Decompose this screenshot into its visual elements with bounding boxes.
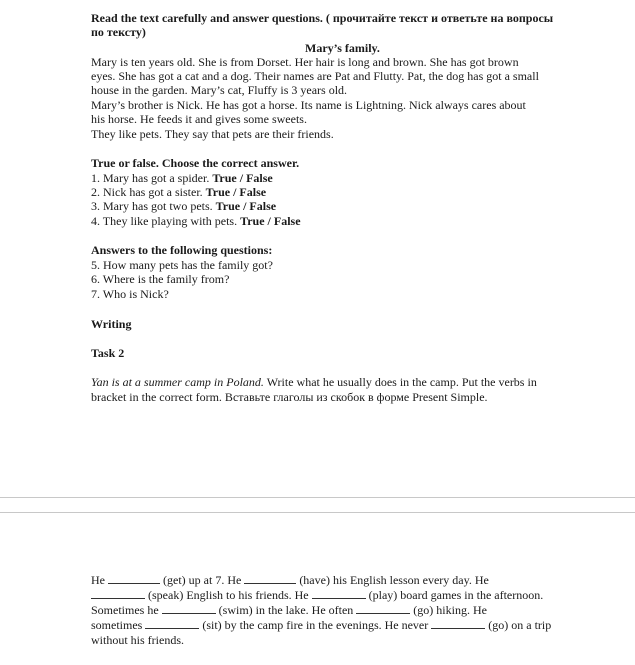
exercise-text: (go) hiking. He xyxy=(413,603,487,617)
answer-blank[interactable] xyxy=(162,603,216,614)
page-divider-bottom xyxy=(0,512,635,513)
exercise-text: (speak) English to his friends. He xyxy=(148,588,309,602)
story-line: They like pets. They say that pets are their friends. xyxy=(91,127,334,141)
answer-blank[interactable] xyxy=(145,618,199,629)
true-false-heading: True or false. Choose the correct answer. xyxy=(91,156,300,170)
story-title: Mary’s family. xyxy=(305,41,380,55)
exercise-text: sometimes xyxy=(91,618,143,632)
answer-blank[interactable] xyxy=(91,588,145,599)
exercise-text: (get) up at 7. He xyxy=(163,573,242,587)
story-line: house in the garden. Mary’s cat, Fluffy is 3 years old. xyxy=(91,83,348,97)
task-heading: Task 2 xyxy=(91,346,125,360)
answer-blank[interactable] xyxy=(244,573,296,584)
true-false-choice: True / False xyxy=(205,185,267,199)
true-false-item xyxy=(91,185,266,200)
exercise-text: (sit) by the camp fire in the evenings. He never xyxy=(202,618,429,632)
task-prompt-text: Write what he usually does in the camp. Put the verbs in xyxy=(263,375,537,389)
exercise-text: Sometimes he xyxy=(91,603,159,617)
exercise-text: (swim) in the lake. He often xyxy=(218,603,354,617)
instruction-heading-continued: по тексту) xyxy=(91,25,146,39)
question-item: 5. How many pets has the family got? xyxy=(91,258,273,272)
questions-heading: Answers to the following questions: xyxy=(91,243,273,257)
true-false-item xyxy=(91,214,301,229)
true-false-choice: True / False xyxy=(215,199,277,213)
task-prompt-line-2: bracket in the correct form. Вставьте глаголы из скобок в форме Present Simple. xyxy=(91,390,488,404)
story-line: Mary’s brother is Nick. He has got a horse. Its name is Lightning. Nick always cares about xyxy=(91,98,526,112)
task-prompt-italic: Yan is at a summer camp in Poland. xyxy=(91,375,264,389)
exercise-line xyxy=(91,603,487,618)
exercise-line xyxy=(91,618,551,633)
exercise-text: He xyxy=(91,573,105,587)
instruction-heading: Read the text carefully and answer questions. ( прочитайте текст и ответьте на вопросы xyxy=(91,11,554,25)
exercise-text: (have) his English lesson every day. He xyxy=(299,573,489,587)
true-false-item-text: 3. Mary has got two pets. xyxy=(91,199,213,213)
story-line: his horse. He feeds it and gives some sweets. xyxy=(91,112,307,126)
true-false-choice: True / False xyxy=(240,214,301,228)
writing-heading: Writing xyxy=(91,317,132,331)
page-divider-top xyxy=(0,497,635,498)
answer-blank[interactable] xyxy=(356,603,410,614)
true-false-item xyxy=(91,199,276,214)
exercise-text: (go) on a trip xyxy=(488,618,552,632)
true-false-choice: True / False xyxy=(212,171,273,185)
true-false-item xyxy=(91,171,273,186)
true-false-item-text: 1. Mary has got a spider. xyxy=(91,171,210,185)
answer-blank[interactable] xyxy=(431,618,485,629)
question-item: 7. Who is Nick? xyxy=(91,287,169,301)
exercise-line: without his friends. xyxy=(91,633,184,647)
true-false-item-text: 4. They like playing with pets. xyxy=(91,214,238,228)
exercise-line xyxy=(91,588,543,603)
answer-blank[interactable] xyxy=(108,573,160,584)
exercise-line xyxy=(91,573,489,588)
answer-blank[interactable] xyxy=(312,588,366,599)
story-line: Mary is ten years old. She is from Dorset. Her hair is long and brown. She has got brown xyxy=(91,55,519,69)
task-prompt xyxy=(91,375,537,390)
story-line: eyes. She has got a cat and a dog. Their names are Pat and Flutty. Pat, the dog has got a small xyxy=(91,69,539,83)
true-false-item-text: 2. Nick has got a sister. xyxy=(91,185,203,199)
question-item: 6. Where is the family from? xyxy=(91,272,230,286)
exercise-text: (play) board games in the afternoon. xyxy=(368,588,544,602)
